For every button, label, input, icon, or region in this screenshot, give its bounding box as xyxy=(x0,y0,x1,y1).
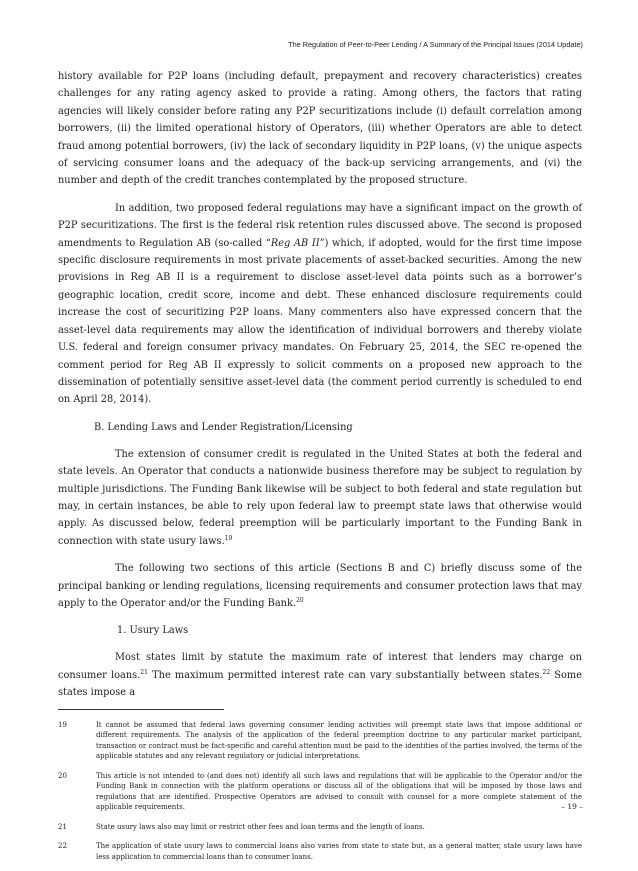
footnote-number: 20 xyxy=(58,771,67,780)
paragraph-consumer-credit xyxy=(58,446,582,550)
paragraph-usury-limits xyxy=(58,649,582,701)
section-heading-usury: 1. Usury Laws xyxy=(117,625,189,637)
section-heading-b: B. Lending Laws and Lender Registration/Licensing xyxy=(94,421,353,433)
footnote-22 xyxy=(58,841,582,862)
p4-text: The following two sections of this article (Sections B and C) briefly discuss some of the principal banking or lending regulations, licensing requirements and consumer protection laws that may apply to the Operator and/or the Funding Bank. xyxy=(58,563,582,609)
footnote-number: 19 xyxy=(58,720,67,729)
paragraph-rating-challenges: history available for P2P loans (including default, prepayment and recovery characteristics) creates challenges for any rating agency asked to provide a rating. Among others, the factors that rating agencies will likely consider before rating any P2P securitizations include (i) default correlation among borrowers, (ii) the limited operational history of Operators, (iii) whether Operators are able to detect fraud among potential borrowers, (iv) the lack of secondary liquidity in P2P loans, (v) the unique aspects of servicing consumer loans and the adequacy of the back-up servicing arrangements, and (vi) the number and depth of the credit tranches contemplated by the proposed structure. xyxy=(58,71,582,187)
footnote-20 xyxy=(58,771,582,813)
p5-text-b: The maximum permitted interest rate can vary substantially between states. xyxy=(147,669,543,681)
p2-rest: ”) which, if adopted, would for the first time impose specific disclosure requirements in most private placements of asset-backed securities. Among the new provisions in Reg AB II is a requirement to disclose asset-level data points such as a borrower’s geographic location, credit score, income and debt. These enhanced disclosure requirements could increase the cost of securitizing P2P loans. Many commenters also have expressed concern that the asset-level data requirements may allow the identification of individual borrowers and thereby violate U.S. federal and foreign consumer privacy mandates. On February 25, 2014, the SEC re-opened the comment period for Reg AB II expressly to solicit comments on a proposed new approach to the dissemination of potentially sensitive asset-level data (the comment period currently is scheduled to end on April 28, 2014). xyxy=(58,237,582,406)
footnote-ref-20[interactable]: 20 xyxy=(296,596,304,604)
footnote-ref-19[interactable]: 19 xyxy=(224,534,233,542)
footnote-text: It cannot be assumed that federal laws governing consumer lending activities will preempt state laws that impose additional or different requirements. The analysis of the application of the federal preemption doctrine to any particular market participant, transaction or contract must be fact-specific and careful attention must be paid to the identities of the parties involved, the terms of the applicable statutes and any relevant regulatory or judicial interpretations. xyxy=(96,720,582,761)
footnote-number: 21 xyxy=(58,822,67,831)
footnote-text: State usury laws also may limit or restrict other fees and loan terms and the length of loans. xyxy=(96,822,425,831)
footnote-text: This article is not intended to (and does not) identify all such laws and regulations that will be applicable to the Operator and/or the Funding Bank in connection with the platform operations or discuss all of the obligations that will be imposed by those laws and regulations that are identified. Prospective Operators are advised to consult with counsel for a more complete statement of the applicable requirements. xyxy=(96,771,582,812)
reg-ab-ii-term: Reg AB II xyxy=(270,237,320,249)
footnote-ref-22[interactable]: 22 xyxy=(542,668,551,676)
page-number: – 19 – xyxy=(561,802,583,811)
footnote-text: The application of state usury laws to commercial loans also varies from state to state but, as a general matter, state usury laws have less application to commercial loans than to consumer loans. xyxy=(96,842,582,861)
paragraph-following-sections xyxy=(58,560,582,612)
p2-lead: In addition, two proposed federal regulations may have a significant impact on the growth of P2P securitizations. The first is the federal risk retention rules discussed above. The second is proposed amendments to Regulation AB (so-called “ xyxy=(58,202,582,249)
p5-text-c: Some states impose a xyxy=(58,669,582,699)
footnote-21 xyxy=(58,822,582,833)
footnote-19 xyxy=(58,720,582,762)
footnote-number: 22 xyxy=(58,842,67,851)
footnote-ref-21[interactable]: 21 xyxy=(140,668,148,676)
paragraph-proposed-regulations xyxy=(58,200,582,409)
p3-text: The extension of consumer credit is regulated in the United States at both the federal and state levels. An Operator that conducts a nationwide business therefore may be subject to regulation by multiple jurisdictions. The Funding Bank likewise will be subject to both federal and state regulation but may, in certain instances, be able to rely upon federal law to preempt state laws that otherwise would apply. As discussed below, federal preemption will be particularly important to the Funding Bank in connection with state usury laws. xyxy=(58,448,582,547)
footnote-divider xyxy=(58,709,224,710)
running-header: The Regulation of Peer-to-Peer Lending / A Summary of the Principal Issues (2014 Update) xyxy=(288,40,583,49)
body-text xyxy=(58,68,582,871)
p5-text-a: Most states limit by statute the maximum rate of interest that lenders may charge on consumer loans. xyxy=(58,652,582,681)
